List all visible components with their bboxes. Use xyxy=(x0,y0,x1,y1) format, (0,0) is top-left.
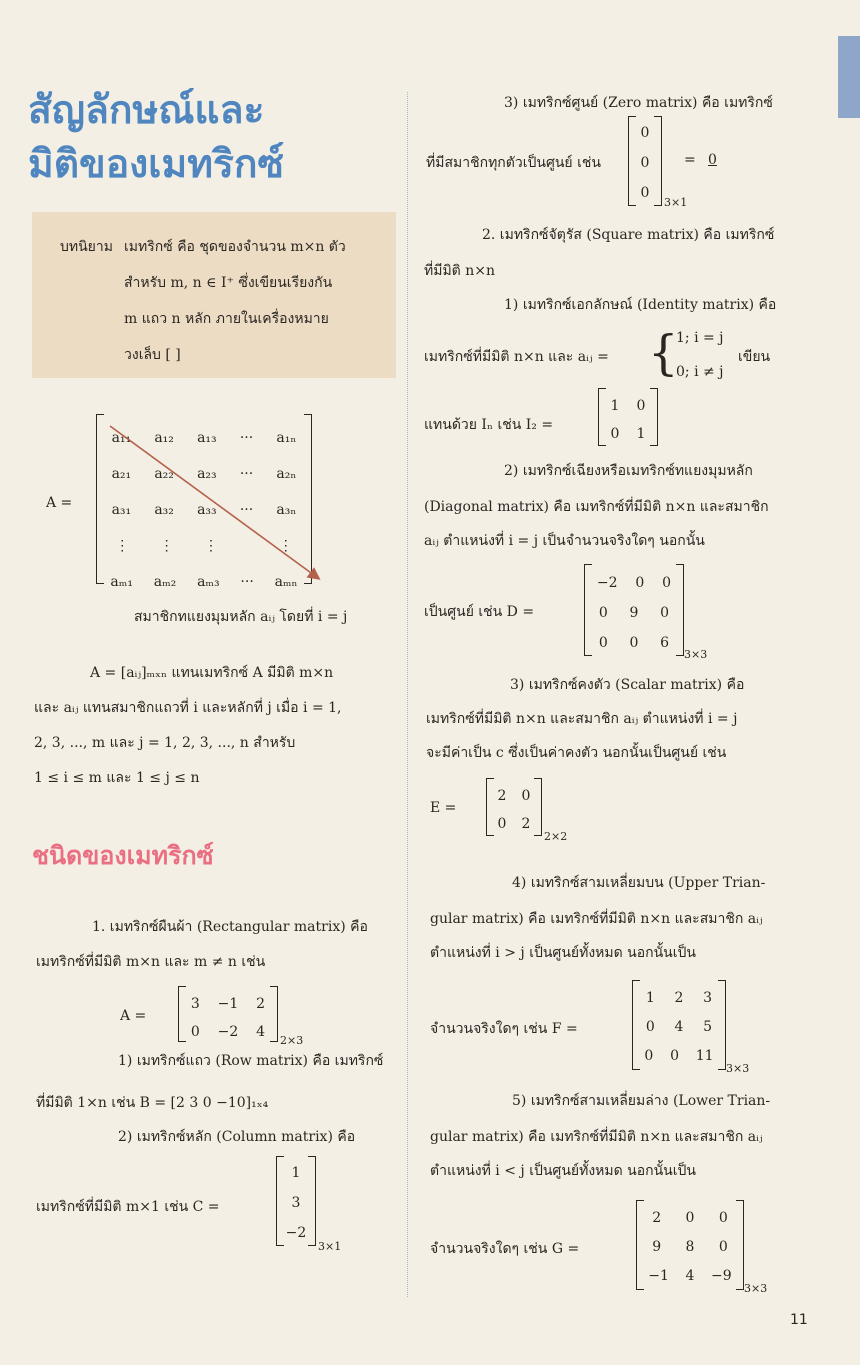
matrix-cell: a₁₂ xyxy=(154,430,174,446)
matrix-cell: aₘ₂ xyxy=(153,574,177,590)
matrix-cell: 1 xyxy=(291,1165,301,1181)
matrix-cell: 0 xyxy=(640,125,650,141)
matrix-cell: 0 xyxy=(635,575,645,591)
notation-line1: A = [aᵢⱼ]ₘₓₙ แทนเมทริกซ์ A มีมิติ m×n xyxy=(90,665,334,681)
matrix-cell: 0 xyxy=(670,1048,679,1064)
matrix-row xyxy=(636,1013,722,1042)
matrix-cell: 0 xyxy=(521,788,531,804)
matrix-cell: aₘ₃ xyxy=(197,574,220,590)
matrix-cell: ··· xyxy=(240,574,254,590)
matrix-row xyxy=(280,1158,312,1188)
matrix-row xyxy=(636,1042,722,1071)
matrix-row xyxy=(588,598,680,628)
lower-head: 5) เมทริกซ์สามเหลี่ยมล่าง (Lower Trian- xyxy=(512,1093,771,1109)
matrix-row xyxy=(182,990,274,1018)
matrix-cell: ··· xyxy=(239,466,254,482)
diagonal-line2: (Diagonal matrix) คือ เมทริกซ์ที่มีมิติ n×n และสมาชิก xyxy=(424,499,769,515)
rect-line2: เมทริกซ์ที่มีมิติ m×n และ m ≠ n เช่น xyxy=(36,954,266,970)
lower-line4: จำนวนจริงใดๆ เช่น G = xyxy=(430,1241,580,1257)
matrix-row xyxy=(640,1262,740,1291)
matrix-cell: ··· xyxy=(239,430,254,446)
upper-line2: gular matrix) คือ เมทริกซ์ที่มีมิติ n×n และสมาชิก aᵢⱼ xyxy=(430,911,763,927)
row-matrix-line2: ที่มีมิติ 1×n เช่น B = [2 3 0 −10]₁ₓ₄ xyxy=(36,1095,269,1111)
matrix-cell: a₁₁ xyxy=(111,430,132,446)
matrix-row xyxy=(280,1188,312,1218)
matrix-cell: 11 xyxy=(695,1048,714,1064)
matrix-row xyxy=(588,628,680,658)
matrix-cell: 0 xyxy=(640,155,650,171)
matrix-row xyxy=(280,1218,312,1248)
page-number: 11 xyxy=(790,1312,808,1328)
matrix-cell: ⋮ xyxy=(115,538,130,554)
matrix-cell: −1 xyxy=(217,996,239,1012)
identity-write: เขียน xyxy=(738,349,771,365)
zero-matrix-eq: = xyxy=(684,152,696,168)
matrix-row xyxy=(602,392,654,420)
diagonal-head: 2) เมทริกซ์เฉียงหรือเมทริกซ์ทแยงมุมหลัก xyxy=(504,463,753,479)
upper-line3: ตำแหน่งที่ i > j เป็นศูนย์ทั้งหมด นอกนั้นเป็น xyxy=(430,945,696,961)
matrix-cell: a₁₃ xyxy=(197,430,217,446)
matrix-cell: −2 xyxy=(596,575,618,591)
rect-matrix xyxy=(178,986,278,1042)
matrix-cell: ⋮ xyxy=(203,538,218,554)
identity-case2: 0; i ≠ j xyxy=(676,364,724,380)
definition-line4: วงเล็บ [ ] xyxy=(124,347,181,363)
matrix-row xyxy=(490,810,538,838)
scalar-matrix xyxy=(486,778,542,836)
col-matrix-head: 2) เมทริกซ์หลัก (Column matrix) คือ xyxy=(118,1129,356,1145)
matrix-cell: a₂ₙ xyxy=(276,466,297,482)
matrix-cell: 0 xyxy=(718,1239,728,1255)
piecewise-brace: { xyxy=(648,325,679,381)
matrix-row xyxy=(632,178,658,208)
zero-matrix-line2: ที่มีสมาชิกทุกตัวเป็นศูนย์ เช่น xyxy=(426,155,601,171)
matrix-cell: 2 xyxy=(256,996,266,1012)
diagonal-line3: aᵢⱼ ตำแหน่งที่ i = j เป็นจำนวนจริงใดๆ นอกนั้น xyxy=(424,533,705,549)
notation-line3: 2, 3, ..., m และ j = 1, 2, 3, ..., n สำหรับ xyxy=(34,735,296,751)
upper-matrix xyxy=(632,980,726,1070)
rect-lhs: A = xyxy=(120,1008,147,1024)
notation-line2: และ aᵢⱼ แทนสมาชิกแถวที่ i และหลักที่ j เมื่อ i = 1, xyxy=(34,700,342,716)
col-matrix-line2: เมทริกซ์ที่มีมิติ m×1 เช่น C = xyxy=(36,1199,220,1215)
matrix-cell: −1 xyxy=(648,1268,669,1284)
page-title-line2: มิติของเมทริกซ์ xyxy=(28,142,284,187)
matrix-row xyxy=(490,782,538,810)
matrix-cell: 0 xyxy=(660,605,670,621)
matrix-cell: 0 xyxy=(718,1210,728,1226)
matrix-cell: 0 xyxy=(190,1024,200,1040)
matrix-cell: −2 xyxy=(285,1225,307,1241)
scalar-line3: จะมีค่าเป็น c ซึ่งเป็นค่าคงตัว นอกนั้นเป็นศูนย์ เช่น xyxy=(426,745,727,761)
matrix-row xyxy=(588,568,680,598)
diagonal-line4: เป็นศูนย์ เช่น D = xyxy=(424,604,535,620)
square-line2: ที่มีมิติ n×n xyxy=(424,263,495,279)
matrix-cell: 9 xyxy=(652,1239,662,1255)
matrix-cell: ··· xyxy=(239,502,254,518)
scalar-lhs: E = xyxy=(430,800,457,816)
matrix-cell: ⋮ xyxy=(159,538,174,554)
scalar-head: 3) เมทริกซ์คงตัว (Scalar matrix) คือ xyxy=(510,677,745,693)
matrix-row xyxy=(632,118,658,148)
matrix-cell: 3 xyxy=(703,990,713,1006)
matrix-cell: 1 xyxy=(610,398,620,414)
notation-line4: 1 ≤ i ≤ m และ 1 ≤ j ≤ n xyxy=(34,770,200,786)
matrix-cell: 1 xyxy=(636,426,646,442)
matrix-cell: a₃ₙ xyxy=(276,502,297,518)
matrix-cell: 4 xyxy=(256,1024,266,1040)
matrix-row xyxy=(640,1233,740,1262)
definition-line1: เมทริกซ์ คือ ชุดของจำนวน m×n ตัว xyxy=(124,239,346,255)
matrix-cell: a₃₃ xyxy=(197,502,217,518)
col-matrix-dim: 3×1 xyxy=(318,1240,342,1253)
upper-line4: จำนวนจริงใดๆ เช่น F = xyxy=(430,1021,578,1037)
matrix-row xyxy=(632,148,658,178)
identity-line3: แทนด้วย Iₙ เช่น I₂ = xyxy=(424,417,554,433)
identity-head: 1) เมทริกซ์เอกลักษณ์ (Identity matrix) คือ xyxy=(504,297,777,313)
identity-case1: 1; i = j xyxy=(676,330,724,346)
matrix-cell: 5 xyxy=(703,1019,713,1035)
matrix-cell: 0 xyxy=(629,635,639,651)
rect-head: 1. เมทริกซ์ผืนผ้า (Rectangular matrix) คือ xyxy=(92,919,368,935)
matrix-cell: 0 xyxy=(610,426,620,442)
matrix-cell: 4 xyxy=(685,1268,695,1284)
page-title-line1: สัญลักษณ์และ xyxy=(28,88,265,133)
upper-dim: 3×3 xyxy=(726,1062,750,1075)
matrix-cell: a₃₂ xyxy=(154,502,174,518)
lower-matrix xyxy=(636,1200,744,1290)
definition-label: บทนิยาม xyxy=(60,239,113,255)
scalar-dim: 2×2 xyxy=(544,830,568,843)
matrix-row xyxy=(602,420,654,448)
zero-matrix-head: 3) เมทริกซ์ศูนย์ (Zero matrix) คือ เมทริกซ์ xyxy=(504,95,773,111)
matrix-cell: 2 xyxy=(674,990,684,1006)
lower-dim: 3×3 xyxy=(744,1282,768,1295)
lower-line3: ตำแหน่งที่ i < j เป็นศูนย์ทั้งหมด นอกนั้นเป็น xyxy=(430,1163,696,1179)
matrix-cell: 2 xyxy=(497,788,507,804)
matrix-cell: 0 xyxy=(598,635,608,651)
scalar-line2: เมทริกซ์ที่มีมิติ n×n และสมาชิก aᵢⱼ ตำแหน่งที่ i = j xyxy=(426,711,738,727)
matrix-cell: aₘ₁ xyxy=(110,574,133,590)
matrix-cell: 0 xyxy=(662,575,672,591)
identity-line2: เมทริกซ์ที่มีมิติ n×n และ aᵢⱼ = xyxy=(424,349,609,365)
matrix-cell: 2 xyxy=(521,816,531,832)
matrix-cell: 0 xyxy=(685,1210,695,1226)
matrix-cell: 1 xyxy=(645,990,655,1006)
matrix-cell: 2 xyxy=(652,1210,662,1226)
matrix-cell: 0 xyxy=(598,605,608,621)
general-matrix-lhs: A = xyxy=(46,495,73,511)
matrix-cell: 6 xyxy=(660,635,670,651)
matrix-cell: 8 xyxy=(685,1239,695,1255)
diagonal-matrix xyxy=(584,564,684,656)
matrix-cell: a₂₂ xyxy=(154,466,174,482)
matrix-cell: a₃₁ xyxy=(111,502,132,518)
matrix-cell: 0 xyxy=(497,816,507,832)
matrix-cell: a₁ₙ xyxy=(276,430,297,446)
col-matrix xyxy=(276,1156,316,1246)
zero-matrix xyxy=(628,116,662,206)
matrix-cell: 0 xyxy=(636,398,646,414)
matrix-cell: 3 xyxy=(291,1195,301,1211)
diagonal-dim: 3×3 xyxy=(684,648,708,661)
matrix-cell: 3 xyxy=(190,996,200,1012)
zero-matrix-rhs: 0 xyxy=(708,152,717,168)
zero-matrix-dim: 3×1 xyxy=(664,196,688,209)
matrix-cell: −2 xyxy=(217,1024,239,1040)
matrix-cell: 9 xyxy=(629,605,639,621)
definition-line3: m แถว n หลัก ภายในเครื่องหมาย xyxy=(124,311,329,327)
definition-line2: สำหรับ m, n ∈ I⁺ ซึ่งเขียนเรียงกัน xyxy=(124,275,333,291)
matrix-cell: ⋮ xyxy=(278,538,293,554)
identity-matrix xyxy=(598,388,658,446)
matrix-cell: a₂₃ xyxy=(197,466,217,482)
matrix-cell: 0 xyxy=(645,1019,655,1035)
matrix-row xyxy=(182,1018,274,1046)
diagonal-caption: สมาชิกทแยงมุมหลัก aᵢⱼ โดยที่ i = j xyxy=(134,609,348,625)
rect-dim: 2×3 xyxy=(280,1034,304,1047)
lower-line2: gular matrix) คือ เมทริกซ์ที่มีมิติ n×n และสมาชิก aᵢⱼ xyxy=(430,1129,763,1145)
matrix-cell: −9 xyxy=(711,1268,732,1284)
matrix-cell: 0 xyxy=(644,1048,654,1064)
matrix-row xyxy=(640,1204,740,1233)
upper-head: 4) เมทริกซ์สามเหลี่ยมบน (Upper Trian- xyxy=(512,875,766,891)
matrix-cell: aₘₙ xyxy=(274,574,298,590)
matrix-cell: 4 xyxy=(674,1019,684,1035)
matrix-row xyxy=(636,984,722,1013)
section-heading-types: ชนิดของเมทริกซ์ xyxy=(32,841,214,870)
row-matrix-head: 1) เมทริกซ์แถว (Row matrix) คือ เมทริกซ์ xyxy=(118,1053,384,1069)
square-head: 2. เมทริกซ์จัตุรัส (Square matrix) คือ เมทริกซ์ xyxy=(482,227,775,243)
matrix-cell: a₂₁ xyxy=(111,466,132,482)
matrix-cell: 0 xyxy=(640,185,650,201)
